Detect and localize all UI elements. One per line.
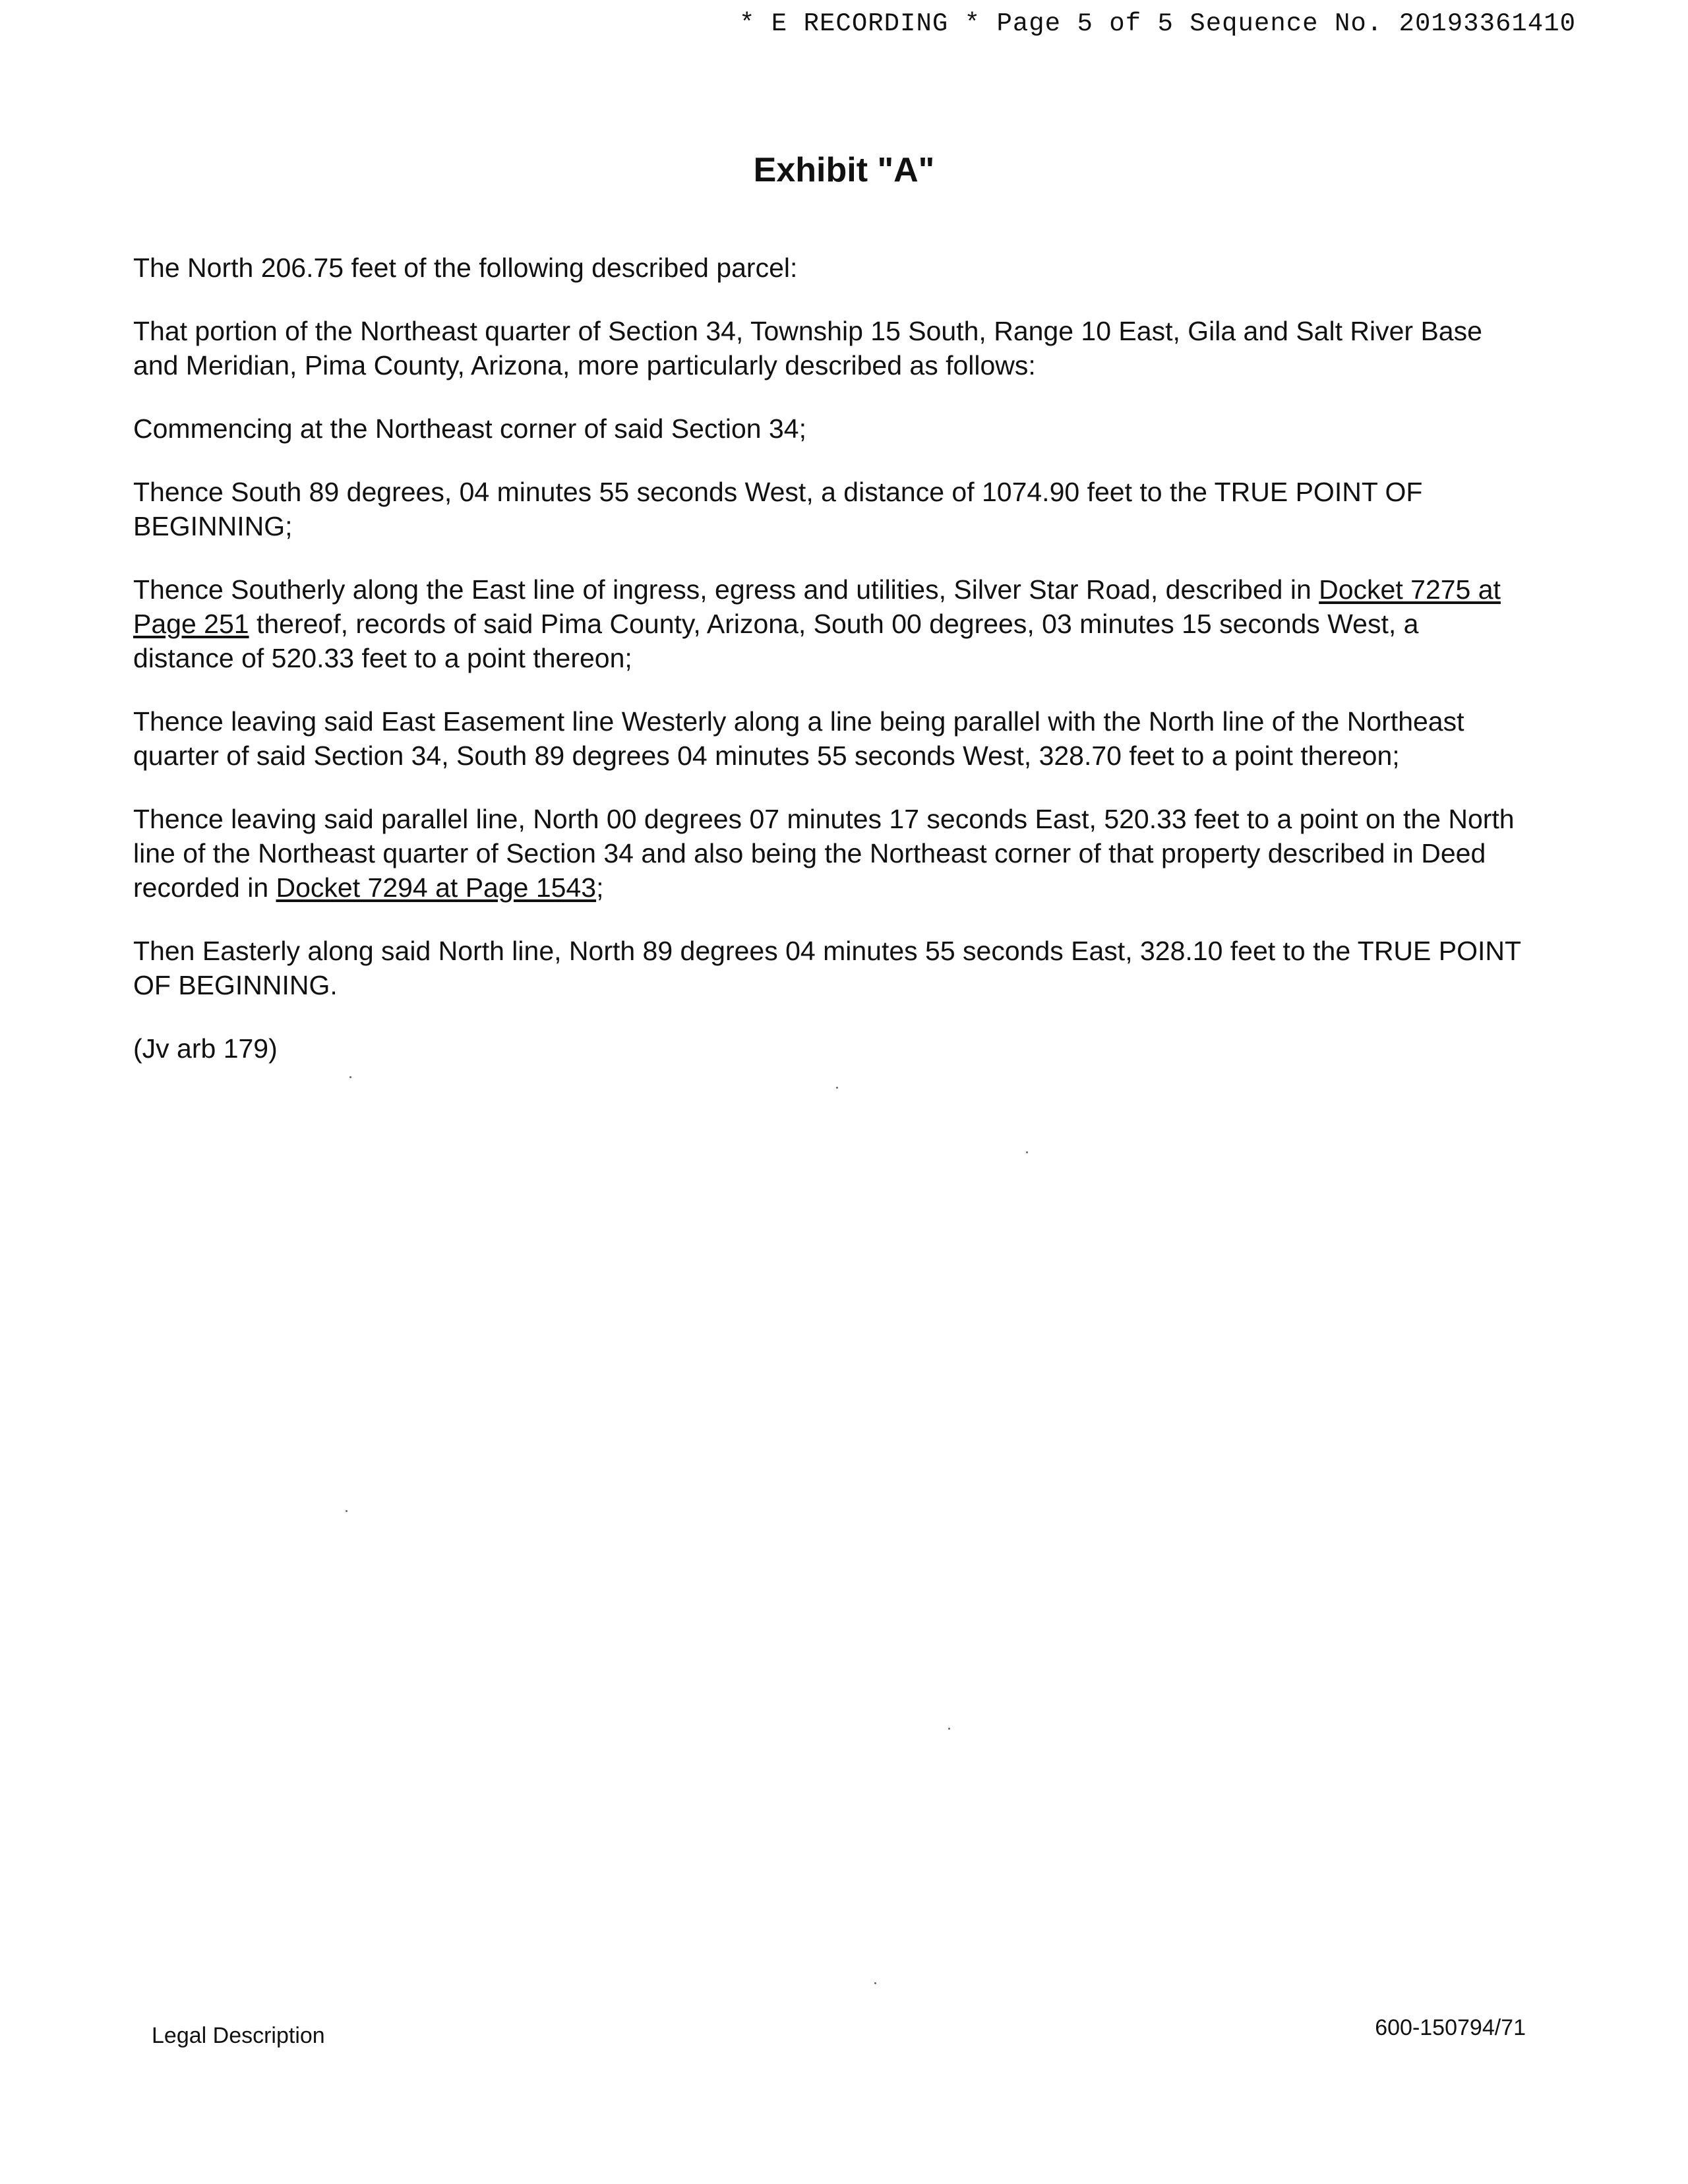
paragraph-portion: That portion of the Northeast quarter of Section 34, Township 15 South, Range 10 East, Gila and Salt River Base and Meridian, Pima County, Arizona, more particularly described as follows: xyxy=(133,316,1482,380)
paragraph-northerly xyxy=(133,802,1524,905)
paragraph-southerly xyxy=(133,572,1524,675)
paragraph-reference-code: (Jv arb 179) xyxy=(133,1033,278,1064)
legal-description-body xyxy=(133,251,1524,1095)
recording-header: * E RECORDING * Page 5 of 5 Sequence No. 20193361410 xyxy=(739,9,1576,38)
scan-speck xyxy=(349,1076,351,1078)
paragraph-northerly-text-a: Thence leaving said parallel line, North 00 degrees 07 minutes 17 seconds East, 520.33 feet to a point on the North line of the Northeast quarter of Section 34 and also being the Northeast corner of that property described in Deed recorded in xyxy=(133,804,1515,903)
docket-reference-7275: Docket 7275 at Page 251 xyxy=(133,574,1501,639)
exhibit-title: Exhibit "A" xyxy=(753,151,935,189)
scan-speck xyxy=(1026,1151,1028,1153)
paragraph-northerly-text-b: ; xyxy=(596,872,604,903)
paragraph-easterly: Then Easterly along said North line, North 89 degrees 04 minutes 55 seconds East, 328.10 feet to the TRUE POINT OF BEGINNING. xyxy=(133,936,1521,1000)
scan-speck xyxy=(874,1982,876,1984)
docket-reference-7294: Docket 7294 at Page 1543 xyxy=(276,872,597,903)
paragraph-southerly-text-a: Thence Southerly along the East line of ingress, egress and utilities, Silver Star Road, described in xyxy=(133,574,1319,605)
paragraph-north-portion: The North 206.75 feet of the following described parcel: xyxy=(133,253,798,283)
footer-legal-description: Legal Description xyxy=(152,2023,325,2048)
paragraph-southerly-text-b: thereof, records of said Pima County, Arizona, South 00 degrees, 03 minutes 15 seconds West, a distance of 520.33 feet to a point thereon; xyxy=(133,609,1419,673)
paragraph-true-point: Thence South 89 degrees, 04 minutes 55 seconds West, a distance of 1074.90 feet to the TRUE POINT OF BEGINNING; xyxy=(133,477,1423,541)
scan-speck xyxy=(346,1510,347,1512)
paragraph-commencing: Commencing at the Northeast corner of said Section 34; xyxy=(133,413,806,444)
paragraph-westerly: Thence leaving said East Easement line Westerly along a line being parallel with the North line of the Northeast quarter of said Section 34, South 89 degrees 04 minutes 55 seconds West, 328.70 feet to a point thereon; xyxy=(133,706,1464,771)
scan-speck xyxy=(836,1087,838,1089)
scan-speck xyxy=(948,1728,950,1730)
footer-order-number: 600-150794/71 xyxy=(1375,2015,1526,2040)
